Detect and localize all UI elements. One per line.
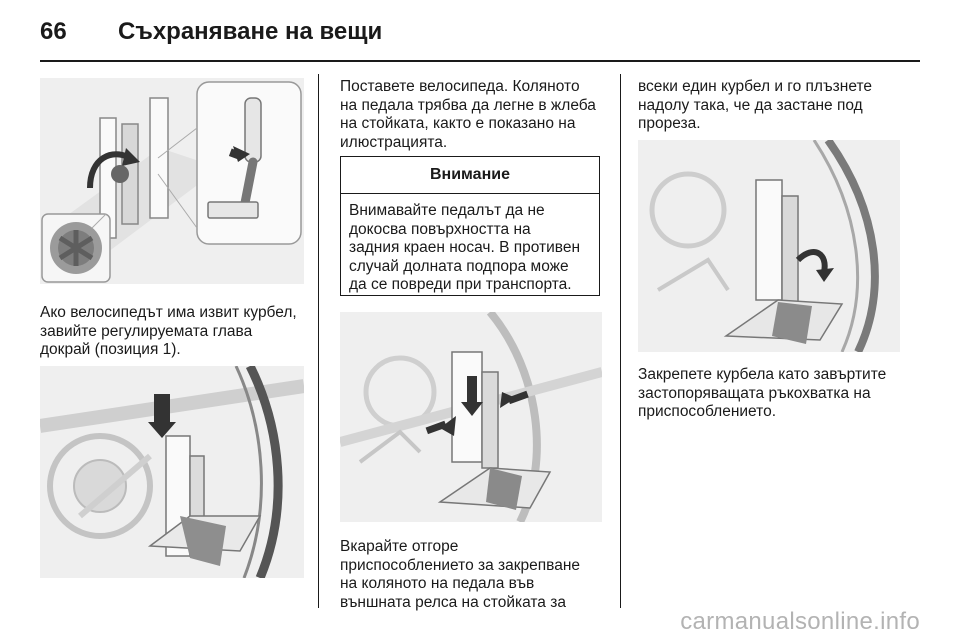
header-rule [40, 60, 920, 62]
text-line: случай долната подпора може [349, 257, 569, 275]
text-line: застопоряващата ръкохватка на [638, 384, 871, 402]
text-line: на стойката, както е показано на [340, 115, 576, 132]
illustration-pedal-placement-drawing [40, 366, 304, 578]
warning-text [349, 202, 580, 295]
text-line: Поставете велосипеда. Коляното [340, 78, 580, 95]
text-line: Внимавайте педалът да не [349, 202, 545, 219]
text-line: прореза. [638, 115, 701, 132]
text-line: приспособлението за закрепване [340, 556, 581, 574]
text-line: илюстрацията. [340, 133, 448, 151]
column2-paragraph [340, 538, 580, 612]
column-separator-1 [318, 74, 319, 608]
text-line: докосва повърхността на [349, 220, 531, 238]
text-line: на педала трябва да легне в жлеба [340, 96, 596, 114]
text-line: Закрепете курбела като завъртите [638, 366, 887, 383]
illustration-locking-handle [638, 140, 900, 352]
text-line: надолу така, че да застане под [638, 96, 863, 114]
column-separator-2 [620, 74, 621, 608]
illustration-fastener-insertion-drawing [340, 312, 602, 522]
warning-box [340, 156, 600, 296]
illustration-pedal-placement [40, 366, 304, 578]
text-line: Вкарайте отгоре [340, 538, 459, 555]
text-line: докрай (позиция 1). [40, 341, 181, 358]
warning-title: Внимание [341, 157, 599, 194]
illustration-adjusting-head [40, 78, 304, 284]
text-line: външната релса на стойката за [340, 593, 566, 611]
column3-intro [638, 78, 872, 134]
text-line: приспособлението. [638, 403, 777, 420]
text-line: задния краен носач. В противен [349, 239, 581, 256]
text-line: всеки един курбел и го плъзнете [638, 78, 872, 95]
page-number: 66 [40, 18, 67, 45]
column3-paragraph [638, 366, 886, 422]
page-header [40, 14, 920, 54]
text-line: завийте регулируемата глава [40, 322, 253, 340]
watermark: carmanualsonline.info [680, 608, 920, 635]
column1-paragraph [40, 304, 297, 360]
chapter-title: Съхраняване на вещи [118, 18, 383, 45]
illustration-adjusting-head-drawing [40, 78, 304, 284]
text-line: Ако велосипедът има извит курбел, [40, 304, 297, 321]
text-line: на коляното на педала във [340, 575, 535, 592]
column2-intro [340, 78, 596, 152]
illustration-locking-handle-drawing [638, 140, 900, 352]
text-line: да се повреди при транспорта. [349, 276, 572, 293]
illustration-fastener-insertion [340, 312, 602, 522]
